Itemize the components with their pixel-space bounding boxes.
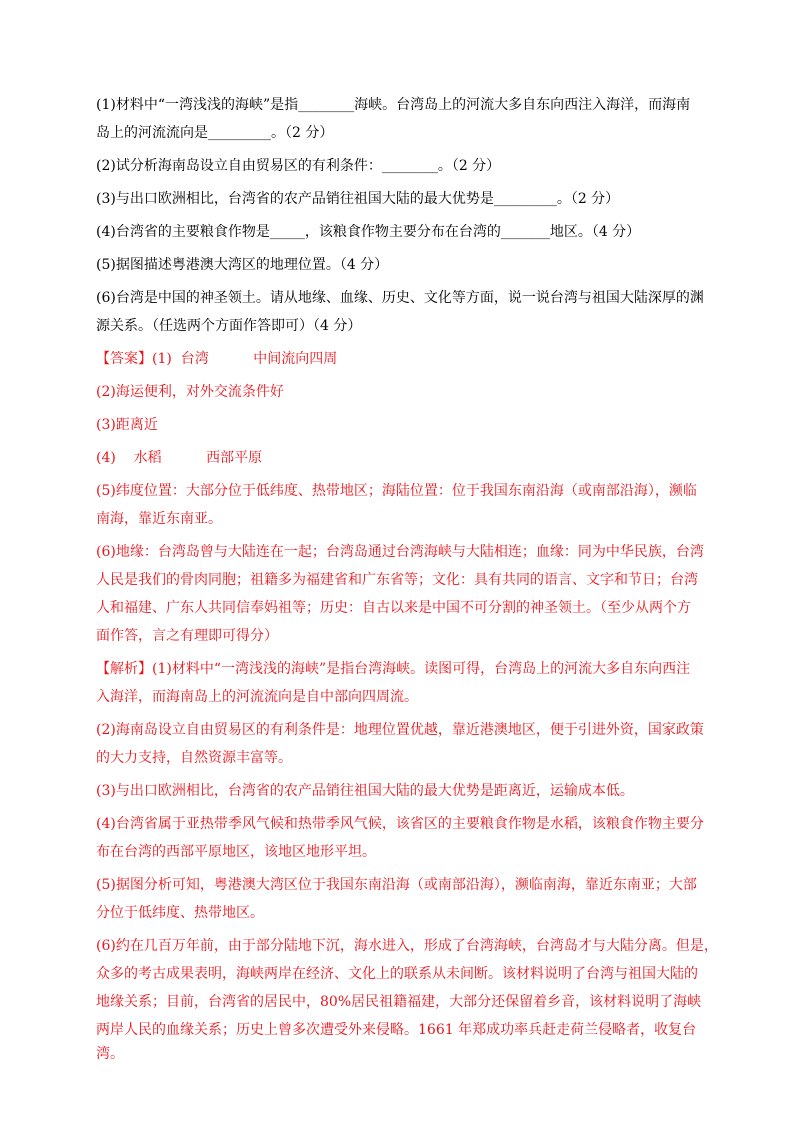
question-4: (4)台湾省的主要粮食作物是_____，该粮食作物主要分布在台湾的_______地区。（4 分） — [96, 224, 641, 240]
analysis-1-line-1 — [96, 657, 720, 681]
analysis-2-line-1: (2)海南岛设立自由贸易区的有利条件是：地理位置优越，靠近港澳地区，便于引进外资，国家政策 — [96, 722, 704, 738]
answer-6-line-4: 面作答，言之有理即可得分） — [96, 628, 278, 644]
answer-2: (2)海运便利，对外交流条件好 — [96, 384, 284, 400]
answer-6-line-1: (6)地缘：台湾岛曾与大陆连在一起；台湾岛通过台湾海峡与大陆相连；血缘：同为中华民族，台湾 — [96, 544, 704, 560]
analysis-2-line-2: 的大力支持，自然资源丰富等。 — [96, 750, 292, 766]
question-6-line-1: (6)台湾是中国的神圣领土。请从地缘、血缘、历史、文化等方面，说一说台湾与祖国大陆深厚的渊 — [96, 290, 704, 306]
answer-6-line-2: 人民是我们的骨肉同胞；祖籍多为福建省和广东省等；文化：具有共同的语言、文字和节日；台湾 — [96, 572, 698, 588]
analysis-tag: 【解析】 — [96, 661, 152, 677]
question-1-line-1: (1)材料中“一湾浅浅的海峡”是指________海峡。台湾岛上的河流大多自东向西注入海洋，而海南 — [96, 97, 691, 113]
analysis-6-line-2: 众多的考古成果表明，海峡两岸在经济、文化上的联系从未间断。该材料说明了台湾与祖国大陆的 — [96, 966, 698, 982]
analysis-3: (3)与出口欧洲相比，台湾省的农产品销往祖国大陆的最大优势是距离近，运输成本低。 — [96, 783, 634, 799]
question-2: (2)试分析海南岛设立自由贸易区的有利条件：________。（2 分） — [96, 158, 501, 174]
answer-6-line-3: 人和福建、广东人共同信奉妈祖等；历史：自古以来是中国不可分割的神圣领土。（至少从两个方 — [96, 600, 691, 616]
analysis-6-line-3: 地缘关系；目前，台湾省的居民中，80%居民祖籍福建，大部分还保留着乡音，该材料说明了海峡 — [96, 994, 702, 1010]
analysis-6-line-4: 两岸人民的血缘关系；历史上曾多次遭受外来侵略。1661 年郑成功率兵赶走荷兰侵略者，收复台湾。 — [96, 1022, 697, 1062]
analysis-5-line-1: (5)据图分析可知，粤港澳大湾区位于我国东南沿海（或南部沿海），濒临南海，靠近东南亚；大部 — [96, 877, 697, 893]
answer-section — [96, 347, 720, 648]
analysis-1-text: (1)材料中“一湾浅浅的海峡”是指台湾海峡。读图可得，台湾岛上的河流大多自东向西注 — [152, 661, 691, 677]
question-1-line-2: 岛上的河流流向是_________。（2 分） — [96, 125, 334, 141]
analysis-1-line-2: 入海洋，而海南岛上的河流流向是自中部向四周流。 — [96, 689, 418, 705]
question-3: (3)与出口欧洲相比，台湾省的农产品销往祖国大陆的最大优势是_________。（2 分） — [96, 191, 620, 207]
answer-4: (4) 水稻 西部平原 — [96, 450, 263, 466]
answer-line-1 — [96, 347, 720, 371]
analysis-4-line-1: (4)台湾省属于亚热带季风气候和热带季风气候，该省区的主要粮食作物是水稻，该粮食作物主要分 — [96, 816, 704, 832]
question-6-line-2: 源关系。（任选两个方面作答即可）（4 分） — [96, 318, 362, 334]
answer-1: (1) 台湾 中间流向四周 — [152, 351, 338, 367]
question-5: (5)据图描述粤港澳大湾区的地理位置。（4 分） — [96, 257, 389, 273]
answer-5-line-2: 南海，靠近东南亚。 — [96, 511, 222, 527]
answer-tag: 【答案】 — [96, 351, 152, 367]
analysis-5-line-2: 分位于低纬度、热带地区。 — [96, 905, 264, 921]
analysis-section — [96, 657, 720, 1066]
answer-5-line-1: (5)纬度位置：大部分位于低纬度、热带地区；海陆位置：位于我国东南沿海（或南部沿海），濒临 — [96, 483, 697, 499]
answer-3: (3)距离近 — [96, 417, 158, 433]
analysis-6-line-1: (6)约在几百万年前，由于部分陆地下沉，海水进入，形成了台湾海峡，台湾岛才与大陆分离。但是， — [96, 938, 718, 954]
analysis-4-line-2: 布在台湾的西部平原地区，该地区地形平坦。 — [96, 844, 376, 860]
questions-section — [96, 93, 720, 338]
